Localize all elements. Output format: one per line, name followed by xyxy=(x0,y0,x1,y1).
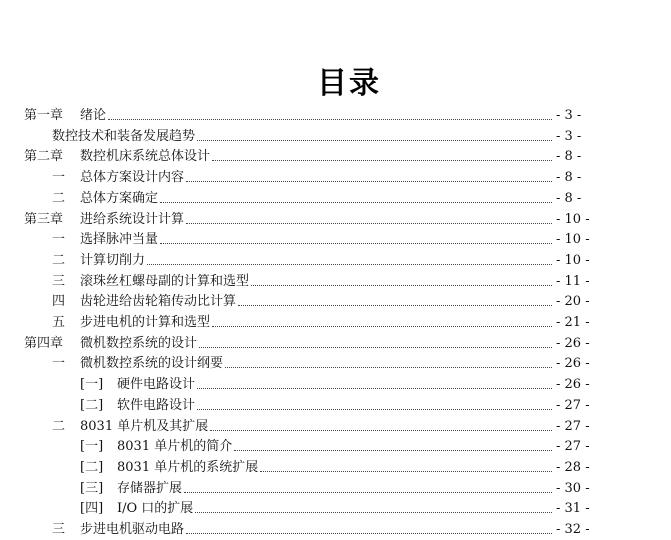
toc-entry-number: 二 xyxy=(52,418,66,434)
toc-entry[interactable] xyxy=(0,168,600,188)
toc-entry-page: - 27 - xyxy=(556,418,590,434)
toc-entry-page: - 10 - xyxy=(556,252,590,268)
toc-entry-title: 齿轮进给齿轮箱传动比计算 xyxy=(80,294,237,310)
toc-entry-title: 步进电机的计算和选型 xyxy=(80,315,211,330)
toc-entry[interactable] xyxy=(0,520,600,540)
toc-entry-number: 四 xyxy=(52,294,66,310)
toc-dot-leader xyxy=(195,512,552,513)
toc-entry[interactable] xyxy=(0,272,600,292)
toc-entry-page: - 8 - xyxy=(556,149,582,165)
toc-entry-title: 总体方案设计内容 xyxy=(80,170,185,186)
toc-entry-page: - 28 - xyxy=(556,459,590,475)
toc-entry-page: - 8 - xyxy=(556,190,582,206)
toc-entry[interactable] xyxy=(0,334,600,354)
toc-entry-page: - 27 - xyxy=(556,397,590,413)
toc-dot-leader xyxy=(197,140,552,141)
toc-entry-number: 二 xyxy=(52,252,66,268)
toc-entry[interactable] xyxy=(0,458,600,478)
toc-entry-number: [三] xyxy=(80,480,104,496)
toc-entry-number: [二] xyxy=(80,397,104,413)
toc-entry[interactable] xyxy=(0,127,600,147)
toc-entry[interactable] xyxy=(0,396,600,416)
toc-entry-title: 微机数控系统的设计纲要 xyxy=(80,356,224,372)
toc-entry[interactable] xyxy=(0,479,600,499)
toc-entry-number: 五 xyxy=(52,315,66,330)
toc-entry-number: 三 xyxy=(52,273,66,289)
document-title: 目录 xyxy=(317,66,381,101)
toc-entry-number: [一] xyxy=(80,377,104,393)
toc-entry-title: 硬件电路设计 xyxy=(117,377,196,393)
toc-entry-title: 存储器扩展 xyxy=(117,480,183,496)
toc-entry-number: 三 xyxy=(52,522,66,537)
toc-entry-title: 计算切削力 xyxy=(80,252,146,268)
toc-dot-leader xyxy=(186,223,552,224)
toc-entry-page: - 27 - xyxy=(556,439,590,455)
toc-entry-number: 一 xyxy=(52,232,66,248)
toc-entry-title: 软件电路设计 xyxy=(117,397,196,413)
toc-dot-leader xyxy=(210,430,552,431)
toc-dot-leader xyxy=(147,264,552,265)
toc-entry-page: - 3 - xyxy=(556,108,582,123)
toc-dot-leader xyxy=(212,326,552,327)
toc-entry-title: 数控技术和装备发展趋势 xyxy=(52,128,196,144)
toc-dot-leader xyxy=(186,533,552,534)
toc-entry[interactable] xyxy=(0,230,600,250)
toc-entry-title: 步进电机驱动电路 xyxy=(80,522,185,537)
toc-entry-page: - 31 - xyxy=(556,501,590,517)
toc-entry-title: 微机数控系统的设计 xyxy=(80,335,198,351)
toc-entry-title: 滚珠丝杠螺母副的计算和选型 xyxy=(80,273,250,289)
toc-entry-number: 第三章 xyxy=(24,211,64,227)
toc-entry-number: 二 xyxy=(52,190,66,206)
toc-entry[interactable] xyxy=(0,354,600,374)
toc-dot-leader xyxy=(251,285,552,286)
toc-dot-leader xyxy=(197,409,552,410)
toc-entry-title: 8031 单片机及其扩展 xyxy=(80,418,209,434)
toc-entry-number: [二] xyxy=(80,459,104,475)
toc-entry-title: I/O 口的扩展 xyxy=(117,501,194,517)
toc-entry-number: 第二章 xyxy=(24,149,64,165)
toc-dot-leader xyxy=(260,471,552,472)
toc-dot-leader xyxy=(197,388,552,389)
toc-entry-page: - 26 - xyxy=(556,335,590,351)
toc-entry-page: - 3 - xyxy=(556,128,582,144)
toc-entry[interactable] xyxy=(0,189,600,209)
toc-entry-page: - 11 - xyxy=(556,273,590,289)
toc-entry[interactable] xyxy=(0,313,600,333)
toc-dot-leader xyxy=(184,492,552,493)
toc-entry[interactable] xyxy=(0,147,600,167)
toc-entry-page: - 10 - xyxy=(556,211,590,227)
toc-entry[interactable] xyxy=(0,417,600,437)
toc-entry-number: [四] xyxy=(80,501,104,517)
toc-entry-title: 数控机床系统总体设计 xyxy=(80,149,211,165)
toc-entry-page: - 21 - xyxy=(556,315,590,330)
toc-dot-leader xyxy=(108,119,552,120)
toc-entry-page: - 30 - xyxy=(556,480,590,496)
toc-entry-number: 一 xyxy=(52,356,66,372)
toc-entry-page: - 20 - xyxy=(556,294,590,310)
toc-entry-title: 选择脉冲当量 xyxy=(80,232,159,248)
toc-entry-page: - 8 - xyxy=(556,170,582,186)
toc-dot-leader xyxy=(238,305,552,306)
toc-entry-page: - 32 - xyxy=(556,522,590,537)
toc-entry[interactable] xyxy=(0,375,600,395)
toc-entry-title: 8031 单片机的系统扩展 xyxy=(117,459,259,475)
toc-dot-leader xyxy=(160,243,552,244)
toc-dot-leader xyxy=(160,202,552,203)
toc-dot-leader xyxy=(199,347,552,348)
toc-entry-page: - 26 - xyxy=(556,356,590,372)
toc-entry-number: 第一章 xyxy=(24,108,64,123)
toc-dot-leader xyxy=(234,450,552,451)
toc-entry[interactable] xyxy=(0,499,600,519)
toc-entry-title: 进给系统设计计算 xyxy=(80,211,185,227)
toc-entry-number: 第四章 xyxy=(24,335,64,351)
toc-entry-number: [一] xyxy=(80,439,104,455)
toc-entry[interactable] xyxy=(0,437,600,457)
toc-entry-number: 一 xyxy=(52,170,66,186)
toc-entry-title: 总体方案确定 xyxy=(80,190,159,206)
toc-entry-page: - 10 - xyxy=(556,232,590,248)
toc-entry-title: 8031 单片机的简介 xyxy=(117,439,233,455)
toc-dot-leader xyxy=(186,181,552,182)
toc-entry[interactable] xyxy=(0,106,600,126)
toc-entry[interactable] xyxy=(0,292,600,312)
toc-entry[interactable] xyxy=(0,210,600,230)
toc-dot-leader xyxy=(212,160,552,161)
toc-dot-leader xyxy=(225,367,552,368)
toc-entry-page: - 26 - xyxy=(556,377,590,393)
toc-entry-title: 绪论 xyxy=(80,108,107,123)
toc-entry[interactable] xyxy=(0,251,600,271)
